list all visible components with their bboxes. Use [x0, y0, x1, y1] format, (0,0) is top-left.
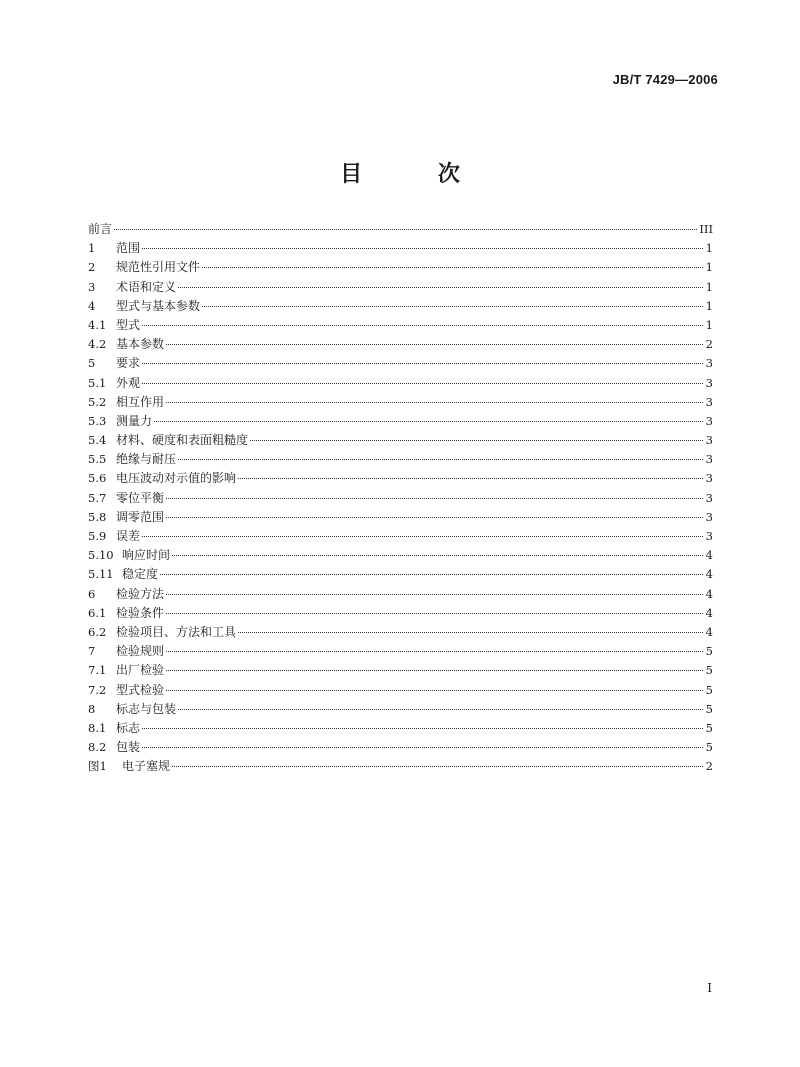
- toc-entry[interactable]: [88, 738, 713, 757]
- toc-entry[interactable]: [88, 565, 713, 584]
- toc-dot-leader: [178, 709, 703, 710]
- toc-entry[interactable]: [88, 719, 713, 738]
- toc-entry-label: 检验方法: [116, 586, 165, 601]
- toc-entry[interactable]: [88, 681, 713, 700]
- toc-entry-number: 5.6: [88, 471, 107, 486]
- toc-entry-label: 电压波动对示值的影响: [116, 471, 237, 486]
- toc-entry-page: 5: [705, 701, 713, 716]
- toc-dot-leader: [166, 517, 703, 518]
- toc-dot-leader: [172, 555, 703, 556]
- toc-entry-page: 5: [705, 682, 713, 697]
- toc-entry-label: 稳定度: [122, 567, 159, 582]
- toc-dot-leader: [166, 344, 703, 345]
- toc-entry-label: 响应时间: [122, 548, 171, 563]
- toc-entry-number: 图1: [88, 759, 107, 774]
- toc-entry-page: 3: [705, 471, 713, 486]
- toc-entry[interactable]: [88, 546, 713, 565]
- toc-dot-leader: [172, 766, 703, 767]
- toc-entry-label: 术语和定义: [116, 279, 177, 294]
- toc-entry-page: 3: [705, 490, 713, 505]
- page-number: I: [707, 981, 712, 995]
- toc-dot-leader: [178, 459, 703, 460]
- toc-entry-label: 相互作用: [116, 394, 165, 409]
- toc-dot-leader: [166, 402, 703, 403]
- toc-dot-leader: [166, 670, 703, 671]
- toc-entry-label: 调零范围: [116, 509, 165, 524]
- toc-entry-page: 1: [705, 260, 713, 275]
- toc-entry-page: 4: [705, 624, 713, 639]
- toc-entry-page: 3: [705, 356, 713, 371]
- toc-entry-number: 4: [88, 298, 96, 313]
- toc-entry-number: 5.1: [88, 375, 107, 390]
- toc-entry[interactable]: [88, 700, 713, 719]
- toc-dot-leader: [142, 363, 703, 364]
- toc-dot-leader: [142, 728, 703, 729]
- toc-dot-leader: [154, 421, 703, 422]
- toc-entry[interactable]: [88, 508, 713, 527]
- toc-entry-label: 型式: [116, 317, 141, 332]
- toc-entry-label: 范围: [116, 241, 141, 256]
- toc-entry-number: 5.3: [88, 413, 107, 428]
- toc-entry[interactable]: [88, 431, 713, 450]
- toc-entry-number: 5.7: [88, 490, 107, 505]
- toc-entry-number: 5: [88, 356, 96, 371]
- toc-entry[interactable]: [88, 757, 713, 776]
- toc-dot-leader: [202, 306, 703, 307]
- toc-dot-leader: [142, 747, 703, 748]
- toc-entry-number: 5.9: [88, 529, 107, 543]
- toc-entry-label: 标志: [116, 720, 141, 735]
- toc-entry[interactable]: [88, 642, 713, 661]
- toc-entry-number: 3: [88, 279, 96, 294]
- toc-dot-leader: [114, 229, 697, 230]
- toc-entry[interactable]: [88, 220, 713, 239]
- toc-entry[interactable]: [88, 258, 713, 277]
- toc-entry-page: 5: [705, 663, 713, 678]
- toc-entry-number: 5.8: [88, 509, 107, 524]
- page-title: 目 次: [340, 162, 494, 187]
- toc-entry-number: 7: [88, 644, 96, 659]
- toc-entry-number: 5.4: [88, 433, 107, 448]
- toc-dot-leader: [178, 287, 703, 288]
- toc-dot-leader: [142, 248, 703, 249]
- toc-dot-leader: [160, 574, 703, 575]
- toc-entry-page: 3: [705, 529, 713, 543]
- toc-entry-page: III: [699, 222, 713, 236]
- toc-entry-number: 6.1: [88, 605, 107, 620]
- toc-entry[interactable]: [88, 450, 713, 469]
- toc-entry-label: 检验规则: [116, 644, 165, 659]
- toc-entry-page: 3: [705, 509, 713, 524]
- toc-entry-label: 误差: [116, 529, 141, 543]
- toc-entry-number: 2: [88, 260, 96, 275]
- toc-entry[interactable]: [88, 335, 713, 354]
- toc-entry-number: 8.2: [88, 740, 107, 755]
- toc-entry-number: 5.10: [88, 548, 114, 563]
- toc-entry-number: 7.2: [88, 682, 107, 697]
- toc-entry-page: 1: [705, 298, 713, 313]
- toc-entry-label: 包装: [116, 740, 141, 755]
- toc-dot-leader: [166, 690, 703, 691]
- toc-entry-label: 外观: [116, 375, 141, 390]
- toc-dot-leader: [166, 498, 703, 499]
- toc-entry-page: 4: [705, 586, 713, 601]
- toc-entry[interactable]: [88, 412, 713, 431]
- toc-entry[interactable]: [88, 278, 713, 297]
- toc-entry-label: 检验项目、方法和工具: [116, 624, 237, 639]
- toc-dot-leader: [142, 383, 703, 384]
- toc-entry-label: 零位平衡: [116, 490, 165, 505]
- toc-entry-number: 8.1: [88, 720, 107, 735]
- toc-dot-leader: [238, 478, 703, 479]
- toc-entry-page: 4: [705, 605, 713, 620]
- toc-entry[interactable]: [88, 604, 713, 623]
- toc-entry-page: 2: [705, 337, 713, 352]
- toc-entry-page: 3: [705, 452, 713, 467]
- toc-entry[interactable]: [88, 527, 713, 546]
- toc-entry-number: 8: [88, 701, 96, 716]
- toc-entry[interactable]: [88, 489, 713, 508]
- toc-entry-number: 5.11: [88, 567, 114, 582]
- toc-entry-page: 3: [705, 375, 713, 390]
- toc-entry-page: 5: [705, 740, 713, 755]
- toc-entry-page: 3: [705, 394, 713, 409]
- toc-entry-label: 要求: [116, 356, 141, 371]
- toc-entry-page: 1: [705, 317, 713, 332]
- toc-entry-page: 5: [705, 720, 713, 735]
- toc-dot-leader: [142, 325, 703, 326]
- toc-entry-page: 4: [705, 548, 713, 563]
- toc-entry-number: 4.2: [88, 337, 107, 352]
- toc-entry-page: 4: [705, 567, 713, 582]
- toc-entry-page: 1: [705, 241, 713, 256]
- toc-entry-label: 出厂检验: [116, 663, 165, 678]
- toc-entry-label: 绝缘与耐压: [116, 452, 177, 467]
- toc-entry-number: 1: [88, 241, 96, 256]
- toc-entry-label: 型式与基本参数: [116, 298, 201, 313]
- toc-entry-label: 检验条件: [116, 605, 165, 620]
- toc-dot-leader: [166, 651, 703, 652]
- toc-entry-page: 3: [705, 413, 713, 428]
- toc-entry-number: 6: [88, 586, 96, 601]
- toc-dot-leader: [166, 594, 703, 595]
- toc-entry-label: 电子塞规: [122, 759, 171, 774]
- toc-entry-label: 前言: [88, 222, 113, 236]
- toc-entry[interactable]: [88, 393, 713, 412]
- toc-entry-page: 1: [705, 279, 713, 294]
- toc-dot-leader: [238, 632, 703, 633]
- toc-entry[interactable]: [88, 585, 713, 604]
- toc-entry-label: 规范性引用文件: [116, 260, 201, 275]
- toc-entry-label: 标志与包装: [116, 701, 177, 716]
- toc-entry[interactable]: [88, 239, 713, 258]
- toc-entry-page: 2: [705, 759, 713, 774]
- toc-entry-page: 5: [705, 644, 713, 659]
- standard-code: JB/T 7429—2006: [612, 72, 718, 87]
- toc-entry-number: 4.1: [88, 317, 107, 332]
- toc-entry[interactable]: [88, 469, 713, 488]
- toc-dot-leader: [250, 440, 703, 441]
- toc-entry-number: 7.1: [88, 663, 107, 678]
- toc-entry-page: 3: [705, 433, 713, 448]
- toc-entry[interactable]: [88, 354, 713, 373]
- toc-entry[interactable]: [88, 661, 713, 680]
- toc-entry[interactable]: [88, 623, 713, 642]
- toc-entry[interactable]: [88, 374, 713, 393]
- toc-dot-leader: [166, 613, 703, 614]
- toc-entry-number: 5.5: [88, 452, 107, 467]
- toc-entry-label: 基本参数: [116, 337, 165, 352]
- toc-entry-label: 测量力: [116, 413, 153, 428]
- toc-entry-label: 材料、硬度和表面粗糙度: [116, 433, 249, 448]
- toc-entry-number: 5.2: [88, 394, 107, 409]
- toc-dot-leader: [142, 536, 703, 537]
- toc-entry-number: 6.2: [88, 624, 107, 639]
- table-of-contents: [88, 220, 713, 776]
- toc-dot-leader: [202, 267, 703, 268]
- toc-entry-label: 型式检验: [116, 682, 165, 697]
- toc-entry[interactable]: [88, 297, 713, 316]
- toc-entry[interactable]: [88, 316, 713, 335]
